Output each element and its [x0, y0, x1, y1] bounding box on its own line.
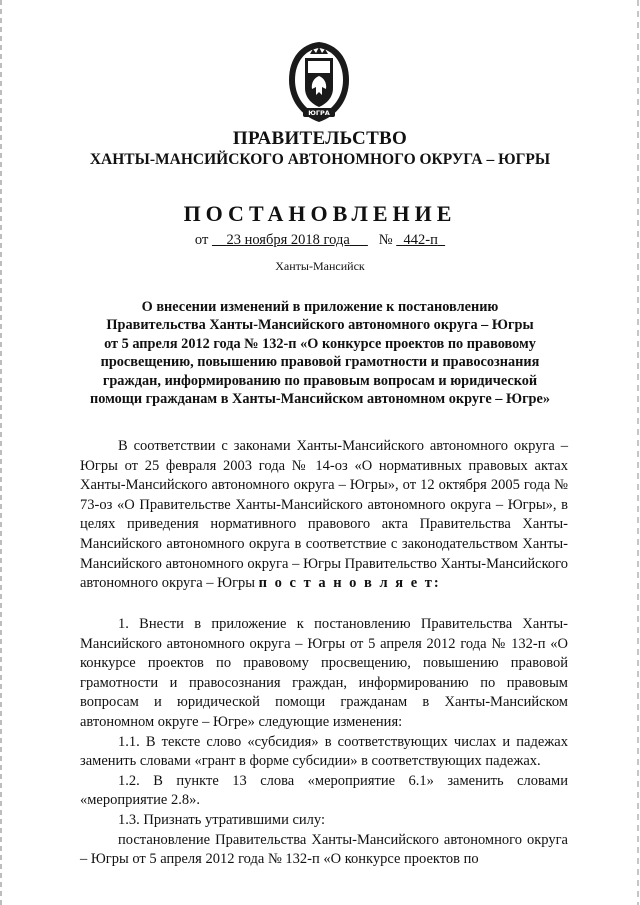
subject-line: от 5 апреля 2012 года № 132-п «О конкурсе проектов по правовому [104, 335, 536, 352]
subject-line: О внесении изменений в приложение к постановлению [141, 299, 499, 315]
item-paragraph: 1.2. В пункте 13 слова «мероприятие 6.1» заменить словами «мероприятие 2.8». [80, 772, 568, 809]
place-of-issue: Ханты-Мансийск [275, 259, 365, 273]
preamble-section [80, 437, 568, 594]
coat-of-arms-emblem [283, 40, 355, 124]
government-title: ПРАВИТЕЛЬСТВО [232, 128, 408, 149]
government-subtitle: ХАНТЫ-МАНСИЙСКОГО АВТОНОМНОГО ОКРУГА – ЮГРЫ [89, 151, 551, 168]
subject-line: Правительства Ханты-Мансийского автономного округа – Югры [106, 317, 534, 334]
document-number: 442-п [403, 232, 438, 248]
items-section [80, 615, 568, 870]
item-paragraph: 1.1. В тексте слово «субсидия» в соответствующих числах и падежах заменить словами «грант в форме субсидии» в соответствующих падежах. [80, 733, 568, 770]
subject-line: граждан, информированию по правовым вопросам и юридической [102, 372, 538, 389]
document-subject [60, 298, 580, 408]
subject-line: помощи гражданам в Ханты-Мансийском автономном округе – Югре» [89, 391, 551, 408]
number-prefix: № [378, 232, 393, 248]
date-prefix: от [194, 232, 209, 248]
item-paragraph: постановление Правительства Ханты-Мансийского автономного округа – Югры от 5 апреля 2012 года № 132-п «О конкурсе проектов по [80, 831, 568, 868]
document-date: 23 ноября 2018 года [226, 232, 350, 248]
item-paragraph: 1. Внести в приложение к постановлению Правительства Ханты-Мансийского автономного округа – Югры от 5 апреля 2012 года № 132-п «О конкурсе проектов по правовому просвещению, повышению правовой грамотности и правосознания граждан, информированию по правовым вопросам и юридической помощи гражданам в Ханты-Мансийском автономном округе – Югре» следующие изменения: [80, 616, 568, 730]
item-paragraph: 1.3. Признать утратившими силу: [118, 811, 326, 828]
svg-text:ЮГРА: ЮГРА [308, 109, 330, 117]
subject-line: просвещению, повышению правовой грамотности и правосознания [100, 354, 540, 371]
khmao-coat-of-arms-icon [283, 40, 355, 124]
document-type-title: ПОСТАНОВЛЕНИЕ [183, 201, 457, 226]
decree-word: п о с т а н о в л я е т: [258, 575, 441, 592]
preamble-paragraph: В соответствии с законами Ханты-Мансийского автономного округа – Югры от 25 февраля 2003 года № 14-оз «О нормативных правовых актах Ханты-Мансийского автономного округа – Югры», от 12 октября 2005 года № 73-оз «О Правительстве Ханты-Мансийского автономного округа – Югры», в целях приведения нормативного правового акта Правительства Ханты-Мансийского автономного округа в соответствие с законодательством Ханты-Мансийского автономного округа – Югры Правительство Ханты-Мансийского автономного округа – Югры п о с т а н о в л я е т: [80, 438, 568, 592]
date-number-line [0, 232, 640, 249]
